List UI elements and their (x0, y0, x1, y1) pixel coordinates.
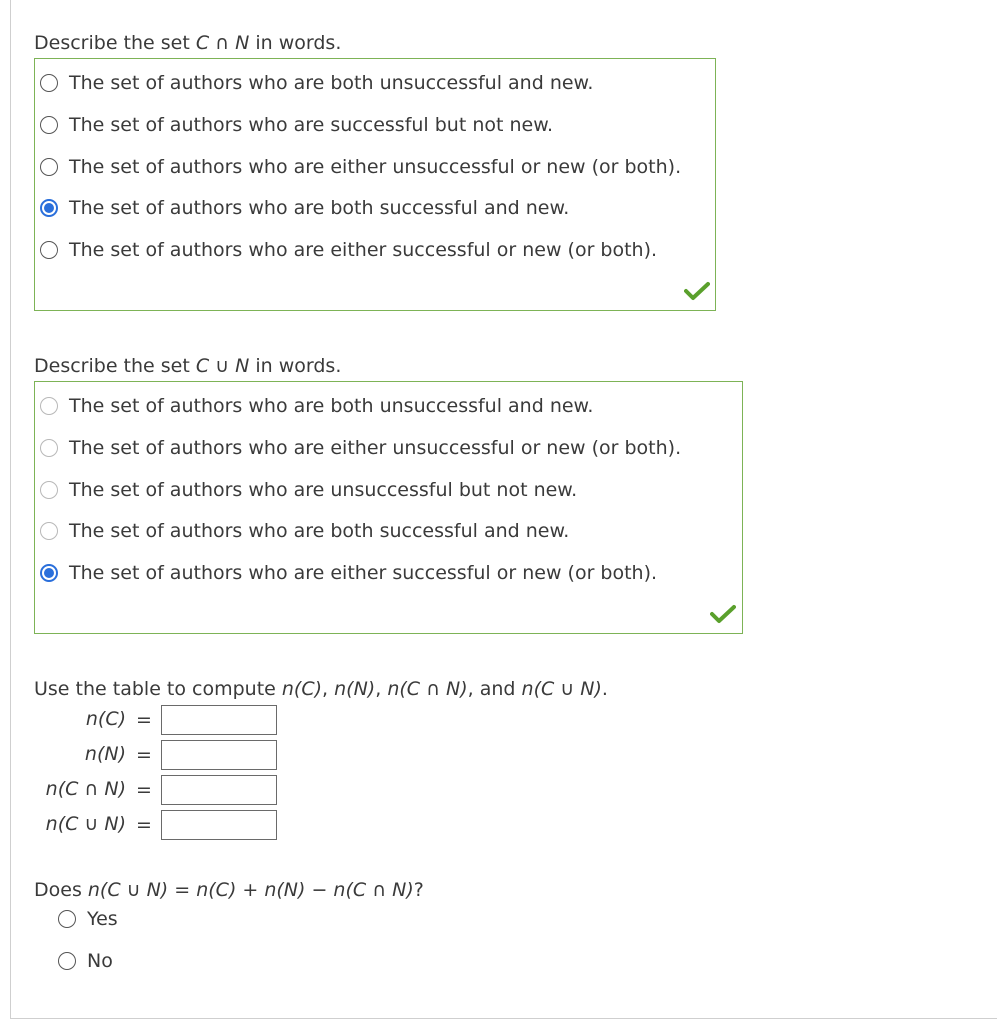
intersection-option-1[interactable] (40, 71, 593, 95)
n-intersection-input[interactable] (161, 775, 277, 805)
prompt-text: , (322, 678, 335, 700)
option-label: The set of authors who are either successful or new (or both). (69, 239, 658, 261)
question-union-prompt (34, 355, 341, 377)
intersection-option-4[interactable] (40, 196, 569, 220)
option-label: Yes (87, 908, 118, 930)
prompt-math: n(N) (334, 678, 376, 700)
n-n-input[interactable] (161, 740, 277, 770)
option-label: The set of authors who are both unsuccessful and new. (69, 395, 594, 417)
prompt-text: , (375, 678, 388, 700)
prompt-math: n(C ∪ N) = n(C) + n(N) − n(C ∩ N) (87, 879, 414, 901)
radio-icon[interactable] (58, 910, 76, 928)
equals-sign: = (136, 744, 152, 766)
equals-sign: = (136, 814, 152, 836)
correct-checkmark-icon (684, 281, 710, 301)
option-label: The set of authors who are successful but not new. (69, 114, 554, 136)
prompt-math: n(C ∩ N) (387, 678, 468, 700)
n-n-label: n(N) (84, 743, 126, 765)
question-inclusion-exclusion-prompt (34, 879, 424, 901)
answer-box-intersection (34, 58, 716, 311)
n-intersection-label: n(C ∩ N) (45, 778, 126, 800)
prompt-text: Describe the set (34, 355, 196, 377)
option-label: The set of authors who are either unsuccessful or new (or both). (69, 156, 682, 178)
correct-checkmark-icon (710, 604, 736, 624)
radio-icon[interactable] (40, 439, 58, 457)
prompt-math: C ∪ N (195, 355, 250, 377)
prompt-text: Describe the set (34, 32, 196, 54)
union-option-3[interactable] (40, 478, 577, 502)
answer-box-union (34, 381, 743, 634)
option-label: The set of authors who are both successful and new. (69, 197, 570, 219)
radio-icon[interactable] (40, 397, 58, 415)
radio-selected-icon[interactable] (40, 564, 58, 582)
intersection-option-2[interactable] (40, 113, 553, 137)
row-n-intersection (0, 775, 300, 805)
radio-icon[interactable] (40, 522, 58, 540)
n-c-input[interactable] (161, 705, 277, 735)
n-union-input[interactable] (161, 810, 277, 840)
prompt-text: Does (34, 879, 88, 901)
equals-sign: = (136, 709, 152, 731)
yes-option[interactable] (58, 907, 118, 931)
union-option-1[interactable] (40, 394, 593, 418)
question-compute-prompt (34, 678, 608, 700)
prompt-text: . (601, 678, 608, 700)
question-intersection-prompt (34, 32, 341, 54)
option-label: The set of authors who are either unsuccessful or new (or both). (69, 437, 682, 459)
prompt-text: Use the table to compute (34, 678, 282, 700)
intersection-option-3[interactable] (40, 155, 681, 179)
prompt-text: ? (413, 879, 424, 901)
n-union-label: n(C ∪ N) (45, 813, 126, 835)
row-n-n (0, 740, 300, 770)
prompt-text: in words. (249, 32, 342, 54)
radio-icon[interactable] (58, 952, 76, 970)
radio-icon[interactable] (40, 241, 58, 259)
row-n-c (0, 705, 300, 735)
option-label: The set of authors who are both unsuccessful and new. (69, 72, 594, 94)
union-option-4[interactable] (40, 519, 569, 543)
radio-icon[interactable] (40, 116, 58, 134)
union-option-5[interactable] (40, 561, 657, 585)
prompt-math: n(C ∪ N) (521, 678, 602, 700)
n-c-label: n(C) (85, 708, 126, 730)
option-label: The set of authors who are unsuccessful but not new. (69, 479, 578, 501)
prompt-math: n(C) (281, 678, 323, 700)
option-label: No (87, 950, 113, 972)
radio-selected-icon[interactable] (40, 199, 58, 217)
prompt-text: , and (467, 678, 522, 700)
radio-icon[interactable] (40, 481, 58, 499)
intersection-option-5[interactable] (40, 238, 657, 262)
equals-sign: = (136, 779, 152, 801)
radio-icon[interactable] (40, 74, 58, 92)
row-n-union (0, 810, 300, 840)
option-label: The set of authors who are either successful or new (or both). (69, 562, 658, 584)
union-option-2[interactable] (40, 436, 681, 460)
no-option[interactable] (58, 949, 113, 973)
prompt-math: C ∩ N (195, 32, 250, 54)
prompt-text: in words. (249, 355, 342, 377)
radio-icon[interactable] (40, 158, 58, 176)
option-label: The set of authors who are both successful and new. (69, 520, 570, 542)
